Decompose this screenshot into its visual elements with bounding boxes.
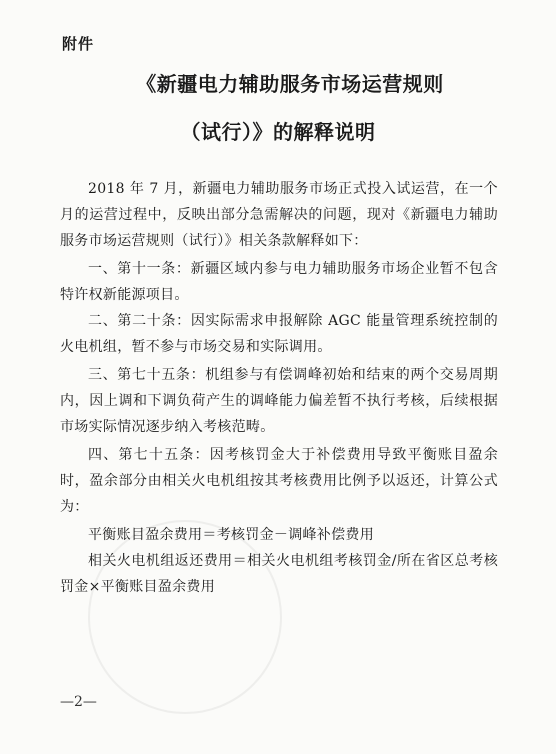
clause-75-peak-paragraph: 三、第七十五条：机组参与有偿调峰初始和结束的两个交易周期内，因上调和下调负荷产生的调峰能力偏差暂不执行考核，后续根据市场实际情况逐步纳入考核范畴。 [60,367,498,435]
document-title-line-2: （试行）》的解释说明 [180,120,376,144]
attachment-label: 附件 [62,35,95,53]
page-number: —2— [60,694,97,710]
clause-75-surplus-paragraph: 四、第七十五条：因考核罚金大于补偿费用导致平衡账目盈余时，盈余部分由相关火电机组按其考核费用比例予以返还，计算公式为： [60,447,498,515]
formula-refund: 相关火电机组返还费用＝相关火电机组考核罚金/所在省区总考核罚金×平衡账目盈余费用 [60,553,498,595]
document-title-line-1: 《新疆电力辅助服务市场运营规则 [136,72,444,96]
clause-20-paragraph: 二、第二十条：因实际需求申报解除 AGC 能量管理系统控制的火电机组，暂不参与市场交易和实际调用。 [60,313,498,355]
clause-11-paragraph: 一、第十一条：新疆区域内参与电力辅助服务市场企业暂不包含特许权新能源项目。 [60,261,498,303]
intro-paragraph: 2018 年 7 月，新疆电力辅助服务市场正式投入试运营，在一个月的运营过程中，反映出部分急需解决的问题，现对《新疆电力辅助服务市场运营规则（试行）》相关条款解释如下： [60,181,498,249]
formula-balance-surplus: 平衡账目盈余费用＝考核罚金－调峰补偿费用 [88,527,374,543]
